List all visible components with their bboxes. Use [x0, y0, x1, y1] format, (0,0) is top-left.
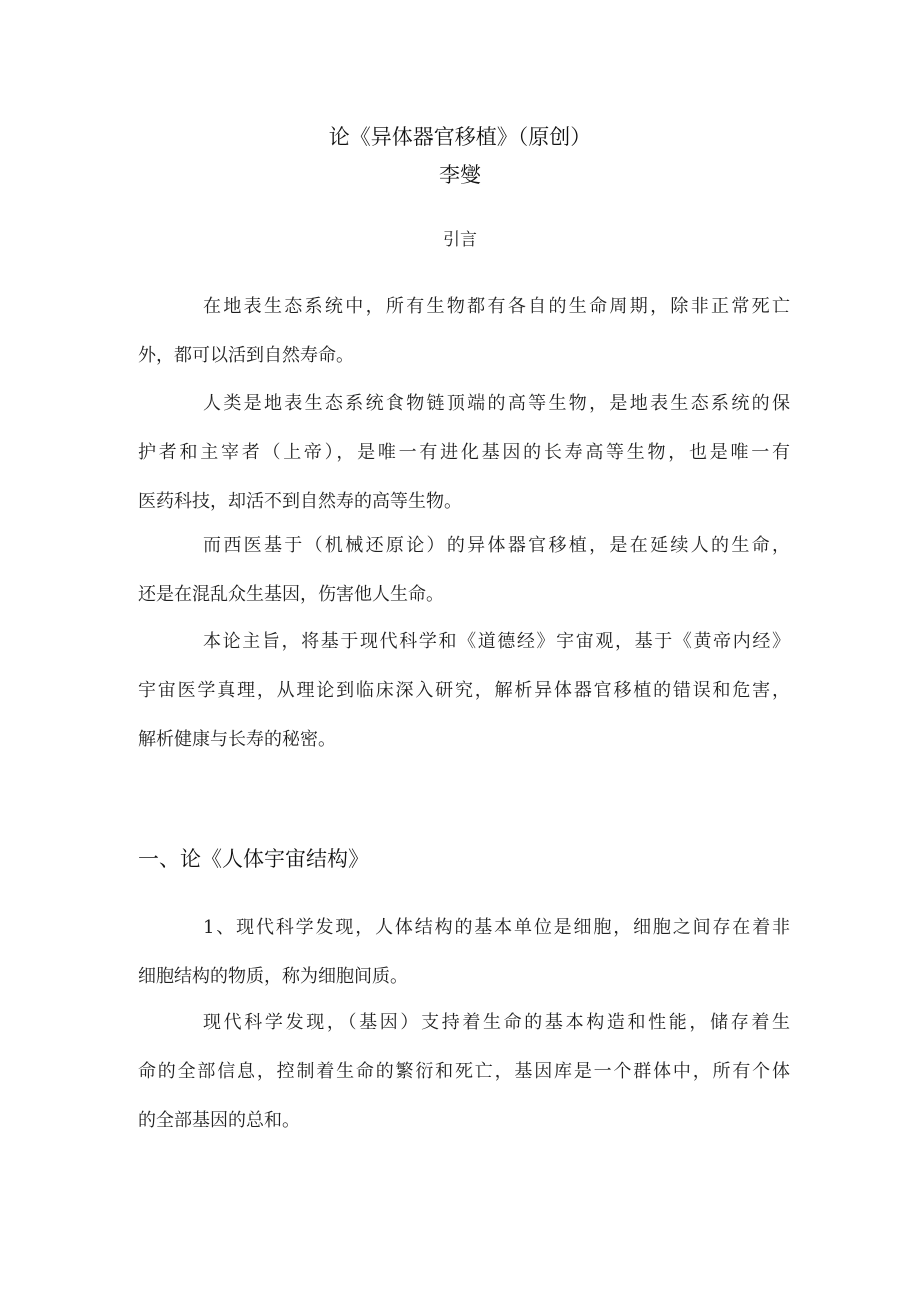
paragraph-line: 命的全部信息，控制着生命的繁衍和死亡，基因库是一个群体中，所有个体: [138, 1061, 790, 1082]
intro-paragraph-2: [138, 379, 790, 526]
intro-heading: 引言: [443, 230, 477, 250]
paragraph-line: 1、现代科学发现，人体结构的基本单位是细胞，细胞之间存在着非: [203, 917, 790, 938]
paragraph-line: 还是在混乱众生基因，伤害他人生命。: [138, 584, 444, 605]
paragraph-line: 人类是地表生态系统食物链顶端的高等生物，是地表生态系统的保: [203, 393, 790, 414]
paragraph-line: 细胞结构的物质，称为细胞间质。: [138, 966, 408, 987]
paragraph-line: 护者和主宰者（上帝），是唯一有进化基因的长寿高等生物，也是唯一有: [138, 442, 790, 463]
paragraph-line: 而西医基于（机械还原论）的异体器官移植，是在延续人的生命，: [203, 535, 790, 556]
paragraph-line: 现代科学发现，（基因）支持着生命的基本构造和性能，储存着生: [203, 1012, 790, 1033]
document-author: 李燮: [439, 163, 481, 187]
paragraph-line: 本论主旨，将基于现代科学和《道德经》宇宙观，基于《黄帝内经》: [203, 631, 790, 652]
paragraph-line: 的全部基因的总和。: [138, 1110, 300, 1131]
paragraph-line: 医药科技，却活不到自然寿的高等生物。: [138, 491, 462, 512]
paragraph-line: 宇宙医学真理，从理论到临床深入研究，解析异体器官移植的错误和危害，: [138, 680, 790, 701]
section-one-paragraph-2: [138, 998, 790, 1145]
intro-paragraph-1: [138, 282, 790, 380]
intro-paragraph-4: [138, 617, 790, 764]
section-one-paragraph-1: [138, 903, 790, 1001]
intro-paragraph-3: [138, 521, 790, 619]
document-title: 论《异体器官移植》（原创）: [328, 125, 592, 149]
section-one-heading: 一、论《人体宇宙结构》: [138, 847, 369, 871]
paragraph-line: 解析健康与长寿的秘密。: [138, 729, 336, 750]
paragraph-line: 在地表生态系统中，所有生物都有各自的生命周期，除非正常死亡: [203, 296, 790, 317]
paragraph-line: 外，都可以活到自然寿命。: [138, 345, 354, 366]
